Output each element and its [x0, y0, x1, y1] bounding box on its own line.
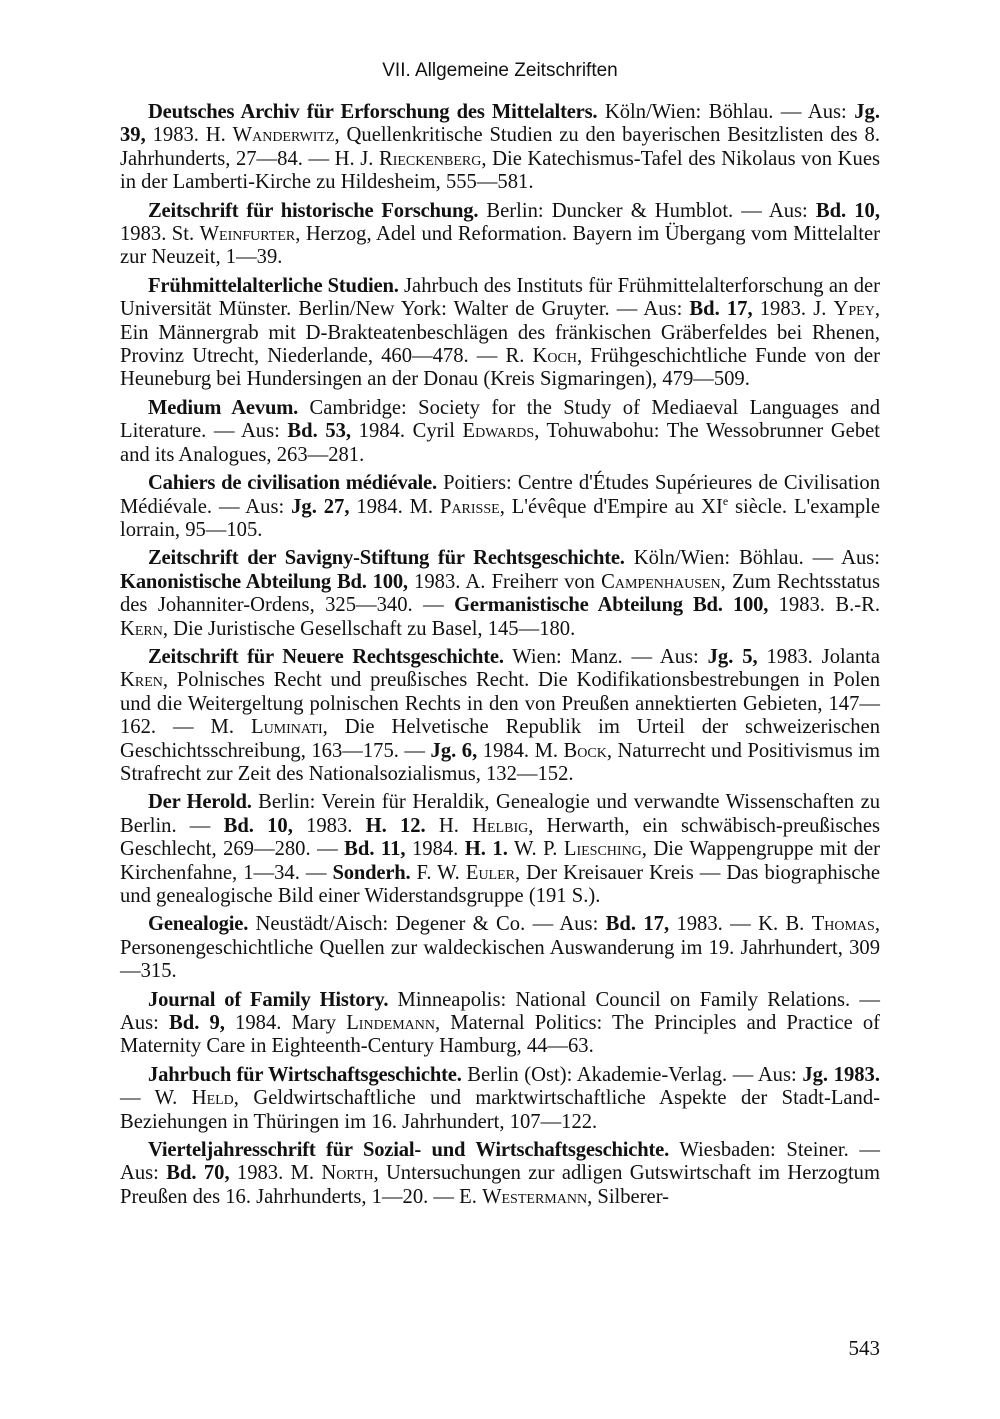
journal-title: Genealogie.: [148, 913, 249, 936]
entry-text: , Naturrecht und Positivismus im Strafrecht zur Zeit des Nationalsozialismus, 132—152.: [120, 739, 880, 785]
entry-text: , Der Kreisauer Kreis — Das biographische und genealogische Bild einer Widerstandsgruppe (191 S.).: [120, 861, 880, 907]
author-name: Parisse: [439, 495, 500, 518]
volume-ref: Bd. 11,: [344, 838, 406, 861]
journal-title: Vierteljahresschrift für Sozial- und Wirtschaftsgeschichte.: [148, 1139, 670, 1162]
bibliography-entry: [120, 547, 880, 641]
entry-text: 1983. H.: [145, 124, 233, 147]
entry-text: , Frühgeschichtliche Funde von der Heuneburg bei Hundersingen an der Donau (Kreis Sigmaringen), 479—509.: [120, 345, 881, 391]
running-head: VII. Allgemeine Zeitschriften: [382, 60, 618, 81]
journal-title: Deutsches Archiv für Erforschung des Mittelalters.: [148, 101, 598, 123]
entry-text: , Die Helvetische Republik im Urteil der schweizerischen Geschichtsschreibung, 163—175. —: [120, 716, 880, 762]
entry-text: , Polnisches Recht und preußisches Recht. Die Kodifikationsbestrebungen in Polen und die Weitergeltung polnischen Rechts in den von Preußen annektierten Gebieten, 147—162. — M.: [120, 669, 880, 739]
journal-title: Zeitschrift für Neuere Rechtsgeschichte.: [148, 645, 504, 668]
volume-ref: H. 12.: [365, 814, 426, 837]
author-name: Kren: [120, 669, 163, 692]
entry-text: Wiesbaden: Steiner. — Aus:: [120, 1139, 880, 1185]
entry-text: — W.: [120, 1087, 192, 1110]
entry-text: , Geldwirtschaftliche und marktwirtschaftliche Aspekte der Stadt-Land-Beziehungen in Thüringen im 16. Jahrhundert, 107—122.: [120, 1087, 880, 1133]
author-name: Bock: [563, 739, 607, 762]
entry-text: 1983. St.: [120, 223, 200, 246]
entry-text: , Herwarth, ein schwäbisch-preußisches Geschlecht, 269—280. —: [120, 814, 881, 861]
entry-text: 1984.: [405, 838, 465, 861]
entry-text: , Die Wappengruppe mit der Kirchenfahne, 1—34. —: [120, 838, 881, 884]
author-name: Wanderwitz: [232, 124, 335, 147]
entry-text: , Maternal Politics: The Principles and Practice of Maternity Care in Eighteenth-Century Hamburg, 44—63.: [120, 1012, 881, 1058]
volume-ref: H. 1.: [464, 838, 508, 861]
entry-text: , Silberer-: [587, 1185, 669, 1208]
journal-title: Zeitschrift für historische Forschung.: [148, 199, 479, 222]
journal-title: Frühmittelalterliche Studien.: [148, 274, 399, 297]
author-name: Euler: [465, 861, 515, 884]
entry-text: , L'évêque d'Empire au XI: [499, 495, 723, 518]
bibliography-entry: [120, 791, 880, 908]
author-name: Edwards: [462, 420, 535, 443]
volume-ref: Jg. 1983.: [802, 1063, 880, 1086]
author-name: Weinfurter: [199, 223, 296, 246]
volume-ref: Jg. 6,: [430, 739, 478, 762]
page-number: 543: [848, 1336, 880, 1360]
author-name: Lindemann: [346, 1012, 436, 1035]
author-name: Westermann: [482, 1185, 588, 1208]
entry-text: , Untersuchungen zur adligen Gutswirtschaft im Herzogtum Preußen des 16. Jahrhunderts, 1—20. — E.: [120, 1162, 880, 1208]
author-name: Helbig: [472, 814, 529, 837]
author-name: Luminati: [250, 716, 323, 739]
author-name: Held: [191, 1087, 234, 1110]
entry-text: , Personengeschichtliche Quellen zur waldeckischen Auswanderung im 19. Jahrhundert, 309—315.: [120, 913, 880, 983]
entry-text: 1984. Cyril: [351, 420, 463, 443]
author-name: Campenhausen: [601, 570, 721, 593]
entry-text: Poitiers: Centre d'Études Supérieures de Civilisation Médiévale. — Aus:: [120, 472, 880, 518]
volume-ref: Bd. 17,: [689, 298, 753, 321]
entry-text: , Herzog, Adel und Reformation. Bayern im Übergang vom Mittelalter zur Neuzeit, 1—39.: [120, 223, 880, 269]
entry-text: 1984. M.: [477, 739, 564, 762]
entry-text: Köln/Wien: Böhlau. — Aus:: [597, 101, 855, 123]
entry-text: W. P.: [507, 838, 564, 861]
journal-title: Journal of Family History.: [148, 988, 389, 1011]
entry-text: siècle. L'example lorrain, 95—105.: [120, 495, 881, 541]
volume-ref: Jg. 39,: [120, 101, 880, 147]
bibliography-entry: [120, 989, 880, 1059]
entry-text: , Tohuwabohu: The Wessobrunner Gebet and its Analogues, 263—281.: [120, 420, 880, 466]
bibliography-entry: [120, 472, 880, 542]
bibliography-entry: [120, 397, 880, 467]
entry-text: 1983. M.: [229, 1162, 322, 1185]
volume-ref: Bd. 9,: [169, 1012, 225, 1035]
entry-text: 1983. A. Freiherr von: [407, 570, 602, 593]
author-name: Rieckenberg: [378, 147, 482, 170]
entry-text: 1984. M.: [349, 495, 440, 518]
entry-text: Minneapolis: National Council on Family Relations. — Aus:: [120, 988, 880, 1035]
volume-ref: Bd. 17,: [605, 913, 670, 936]
superscript: e: [722, 493, 729, 508]
entry-text: Cambridge: Society for the Study of Mediaeval Languages and Literature. — Aus:: [120, 396, 881, 443]
volume-ref: Bd. 10,: [815, 199, 880, 222]
bibliography-entry: [120, 1139, 880, 1209]
bibliography-list: [120, 101, 880, 1214]
author-name: Thomas: [811, 913, 875, 936]
author-name: Liesching: [563, 838, 642, 861]
journal-title: Kanonistische Abteilung Bd. 100,: [120, 570, 408, 593]
journal-title: Medium Aevum.: [148, 396, 299, 419]
entry-text: 1983. J.: [752, 298, 834, 321]
entry-text: 1983. B.-R.: [768, 594, 880, 617]
journal-title: Zeitschrift der Savigny-Stiftung für Rechtsgeschichte.: [148, 547, 625, 570]
bibliography-entry: [120, 646, 880, 786]
entry-text: Berlin: Duncker & Humblot. — Aus:: [478, 199, 816, 222]
bibliography-entry: [120, 101, 880, 195]
entry-text: 1984. Mary: [224, 1012, 347, 1035]
author-name: Koch: [532, 345, 577, 368]
entry-text: Jahrbuch des Instituts für Frühmittelalterforschung an der Universität Münster. Berlin/New York: Walter de Gruyter. — Aus:: [120, 274, 880, 321]
bibliography-entry: [120, 1064, 880, 1134]
entry-text: , Die Juristische Gesellschaft zu Basel, 145—180.: [162, 617, 576, 640]
volume-ref: Bd. 53,: [287, 420, 352, 443]
entry-text: Neustädt/Aisch: Degener & Co. — Aus:: [248, 913, 606, 936]
entry-text: , Zum Rechtsstatus des Johanniter-Ordens, 325—340. —: [120, 570, 880, 617]
bibliography-entry: [120, 913, 880, 983]
journal-title: Jahrbuch für Wirtschaftsgeschichte.: [148, 1063, 462, 1086]
entry-text: , Ein Männergrab mit D-Brakteatenbeschlägen des fränkischen Gräberfeldes bei Rhenen, Provinz Utrecht, Niederlande, 460—478. — R.: [120, 298, 880, 368]
volume-ref: Bd. 10,: [223, 814, 293, 837]
volume-ref: Bd. 70,: [166, 1162, 230, 1185]
author-name: Ypey: [833, 298, 875, 321]
volume-ref: Jg. 27,: [291, 495, 350, 518]
volume-ref: Jg. 5,: [707, 645, 758, 668]
entry-text: Berlin: Verein für Heraldik, Genealogie und verwandte Wissenschaften zu Berlin. —: [120, 791, 881, 837]
bibliography-entry: [120, 275, 880, 392]
entry-text: H.: [425, 814, 473, 837]
entry-text: , Die Katechismus-Tafel des Nikolaus von Kues in der Lamberti-Kirche zu Hildesheim, 555—581.: [120, 147, 880, 194]
journal-title: Der Herold.: [148, 791, 252, 814]
author-name: North: [321, 1162, 374, 1185]
bibliography-entry: [120, 200, 880, 270]
entry-text: Wien: Manz. — Aus:: [503, 645, 708, 668]
entry-text: , Quellenkritische Studien zu den bayerischen Besitzlisten des 8. Jahrhunderts, 27—84. — H. J.: [120, 124, 880, 170]
entry-text: F. W.: [410, 861, 466, 884]
entry-text: 1983. — K. B.: [669, 913, 812, 936]
entry-text: 1983.: [292, 814, 366, 837]
entry-text: Köln/Wien: Böhlau. — Aus:: [624, 547, 880, 570]
entry-text: 1983. Jolanta: [757, 645, 881, 668]
journal-title: Cahiers de civilisation médiévale.: [148, 472, 437, 495]
journal-title: Germanistische Abteilung Bd. 100,: [454, 594, 769, 617]
journal-title: Sonderh.: [332, 861, 411, 884]
entry-text: Berlin (Ost): Akademie-Verlag. — Aus:: [461, 1063, 803, 1086]
author-name: Kern: [120, 617, 163, 640]
